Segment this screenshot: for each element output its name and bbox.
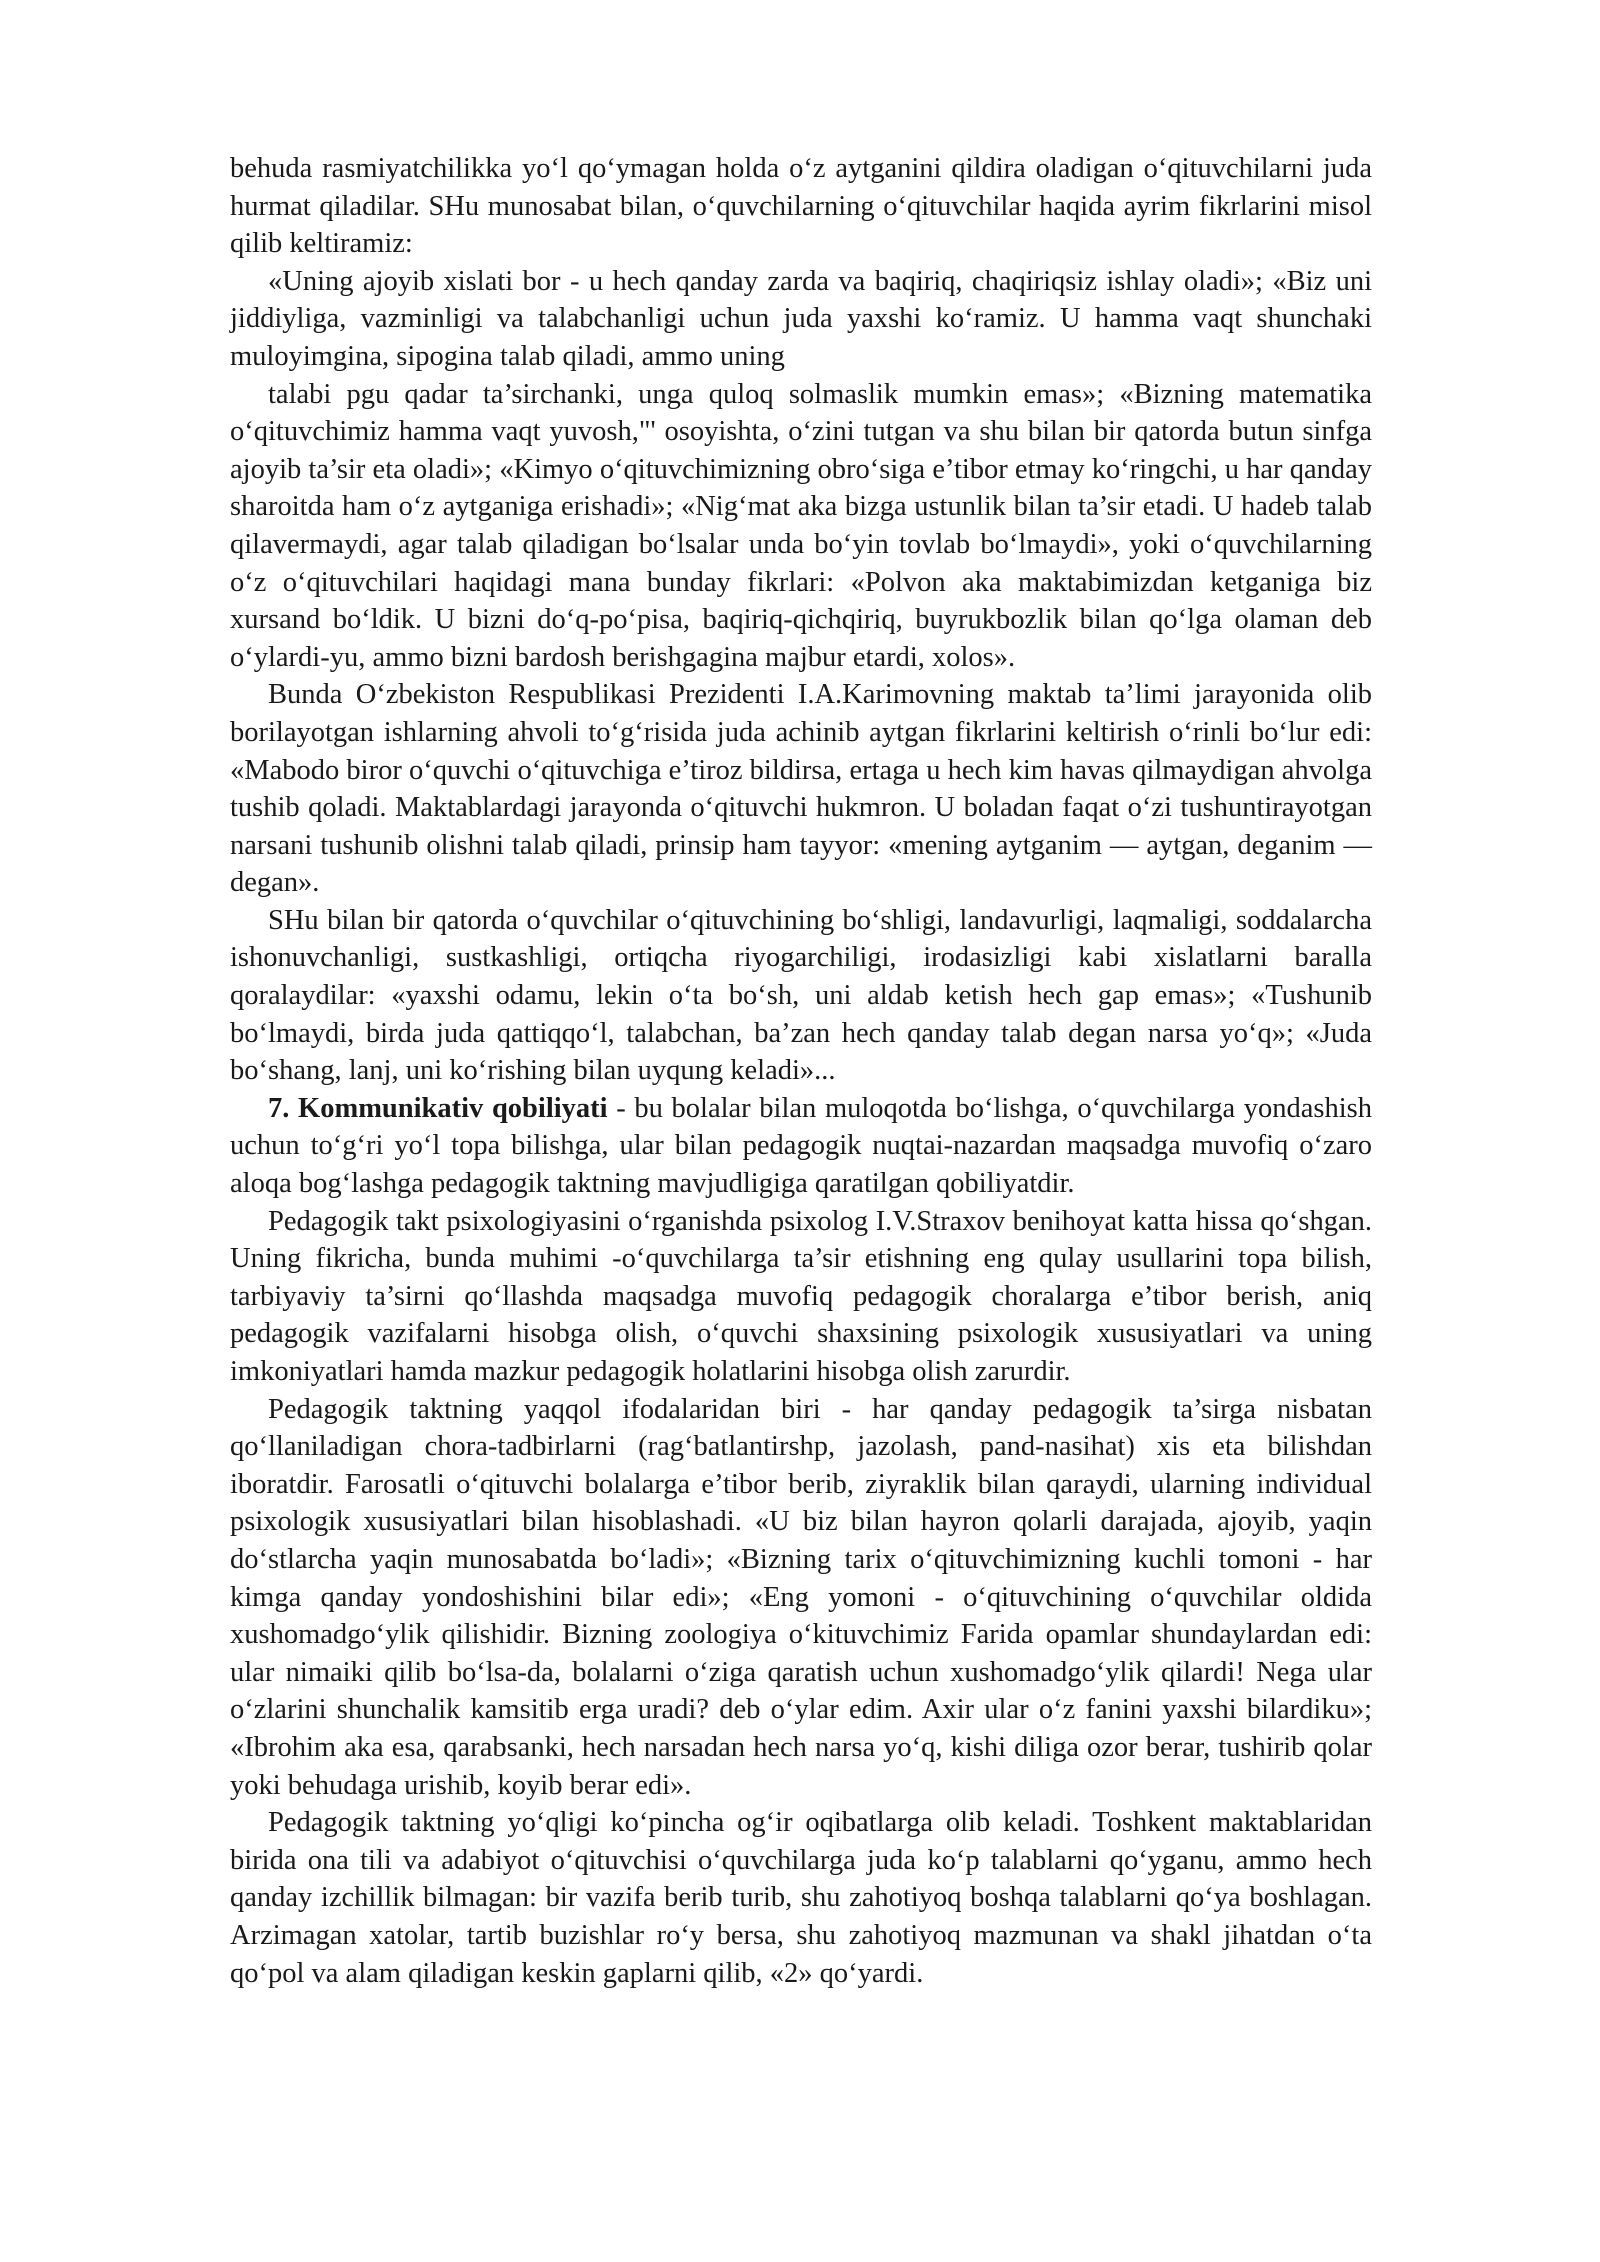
paragraph-continuation: behuda rasmiyatchilikka yo‘l qo‘ymagan holda o‘z aytganini qildira oladigan o‘qituvchilarni juda hurmat qiladilar. SHu munosabat bilan, o‘quvchilarning o‘qituvchilar haqida ayrim fikrlarini misol qilib keltiramiz: [230,153,1372,260]
paragraph-tact-psychology: Pedagogik takt psixologiyasini o‘rganishda psixolog I.V.Straxov benihoyat katta hissa qo‘shgan. Uning fikricha, bunda muhimi -o‘quvchilarga ta’sir etishning eng qulay usullarini topa bilish, tarbiyaviy ta’sirni qo‘llashda maqsadga muvofiq pedagogik choralarga e’tibor berish, aniq pedagogik vazifalarni hisobga olish, o‘quvchi shaxsining psixologik xususiyatlari va uning imkoniyatlari hamda mazkur pedagogik holatlarini hisobga olish zarurdir. [230,1205,1372,1387]
paragraph-tact-absence: Pedagogik taktning yo‘qligi ko‘pincha og‘ir oqibatlarga olib keladi. Toshkent maktablaridan birida ona tili va adabiyot o‘qituvchisi o‘quvchilarga juda ko‘p talablarni qo‘yganu, ammo hech qanday izchillik bilmagan: bir vazifa berib turib, shu zahotiyoq boshqa talablarni qo‘ya boshlagan. Arzimagan xatolar, tartib buzishlar ro‘y bersa, shu zahotiyoq mazmunan va shakl jihatdan o‘ta qo‘pol va alam qiladigan keskin gaplarni qilib, «2» qo‘yardi. [230,1807,1372,1989]
paragraph-president-quote: Bunda O‘zbekiston Respublikasi Prezidenti I.A.Karimovning maktab ta’limi jarayonida olib borilayotgan ishlarning ahvoli to‘g‘risida juda achinib aytgan fikrlarini keltirish o‘rinli bo‘lur edi: «Mabodo biror o‘quvchi o‘qituvchiga e’tiroz bildirsa, ertaga u hech kim havas qilmaydigan ahvolga tushib qoladi. Maktablardagi jarayonda o‘qituvchi hukmron. U boladan faqat o‘zi tushuntirayotgan narsani tushunib olishni talab qiladi, prinsip ham tayyor: «mening aytganim — aytgan, deganim — degan». [230,679,1372,899]
paragraph-quotes: talabi pgu qadar ta’sirchanki, unga quloq solmaslik mumkin emas»; «Bizning matematika o‘qituvchimiz hamma vaqt yuvosh,"' osoyishta, o‘zini tutgan va shu bilan bir qatorda butun sinfga ajoyib ta’sir eta oladi»; «Kimyo o‘qituvchimizning obro‘siga e’tibor etmay ko‘ringchi, u har qanday sharoitda ham o‘z aytganiga erishadi»; «Nig‘mat aka bizga ustunlik bilan ta’sir etadi. U hadeb talab qilavermaydi, agar talab qiladigan bo‘lsalar unda bo‘yin tovlab bo‘lmaydi», yoki o‘quvchilarning o‘z o‘qituvchilari haqidagi mana bunday fikrlari: «Polvon aka maktabimizdan ketganiga biz xursand bo‘ldik. U bizni do‘q-po‘pisa, baqiriq-qichqiriq, buyrukbozlik bilan qo‘lga olaman deb o‘ylardi-yu, ammo bizni bardosh berishgagina majbur etardi, xolos». [230,378,1372,673]
section-definition: - bu bolalar bilan muloqotda bo‘lishga, o‘quvchilarga yondashish uchun to‘g‘ri yo‘l topa bilishga, ular bilan pedagogik nuqtai-nazardan maqsadga muvofiq o‘zaro aloqa bog‘lashga pedagogik taktning mavjudligiga qaratilgan qobiliyatdir. [230,1092,1372,1200]
section-number: 7. [268,1092,290,1124]
document-page [230,150,1372,1992]
paragraph-quote-intro: «Uning ajoyib xislati bor - u hech qanday zarda va baqiriq, chaqiriqsiz ishlay oladi»; «Biz uni jiddiyliga, vazminligi va talabchanligi uchun juda yaxshi ko‘ramiz. U hamma vaqt shunchaki muloyimgina, sipogina talab qiladi, ammo uning [230,265,1372,372]
paragraph-tact-expressions: Pedagogik taktning yaqqol ifodalaridan biri - har qanday pedagogik ta’sirga nisbatan qo‘llaniladigan chora-tadbirlarni (rag‘batlantirshp, jazolash, pand-nasihat) xis eta bilishdan iboratdir. Farosatli o‘qituvchi bolalarga e’tibor berib, ziyraklik bilan qaraydi, ularning individual psixologik xususiyatlari bilan hisoblashadi. «U biz bilan hayron qolarli darajada, ajoyib, yaqin do‘stlarcha yaqin munosabatda bo‘ladi»; «Bizning tarix o‘qituvchimizning kuchli tomoni - har kimga qanday yondoshishini bilar edi»; «Eng yomoni - o‘qituvchining o‘quvchilar oldida xushomadgo‘ylik qilishidir. Bizning zoologiya o‘kituvchimiz Farida opamlar shundaylardan edi: ular nimaiki qilib bo‘lsa-da, bolalarni o‘ziga qaratish uchun xushomadgo‘ylik qilardi! Nega ular o‘zlarini shunchalik kamsitib erga uradi? deb o‘ylar edim. Axir ular o‘z fanini yaxshi bilardiku»; «Ibrohim aka esa, qarabsanki, hech narsadan hech narsa yo‘q, kishi diliga ozor berar, tushirib qolar yoki behudaga urishib, koyib berar edi». [230,1393,1372,1801]
paragraph-communicative-ability [230,1090,1372,1203]
paragraph-negative-traits: SHu bilan bir qatorda o‘quvchilar o‘qituvchining bo‘shligi, landavurligi, laqmaligi, soddalarcha ishonuvchanligi, sustkashligi, ortiqcha riyogarchiligi, irodasizligi kabi xislatlarni baralla qoralaydilar: «yaxshi odamu, lekin o‘ta bo‘sh, uni aldab ketish hech gap emas»; «Tushunib bo‘lmaydi, birda juda qattiqqo‘l, talabchan, ba’zan hech qanday talab degan narsa yo‘q»; «Juda bo‘shang, lanj, uni ko‘rishing bilan uyqung keladi»... [230,904,1372,1087]
section-term: Kommunikativ qobiliyati [298,1092,608,1124]
